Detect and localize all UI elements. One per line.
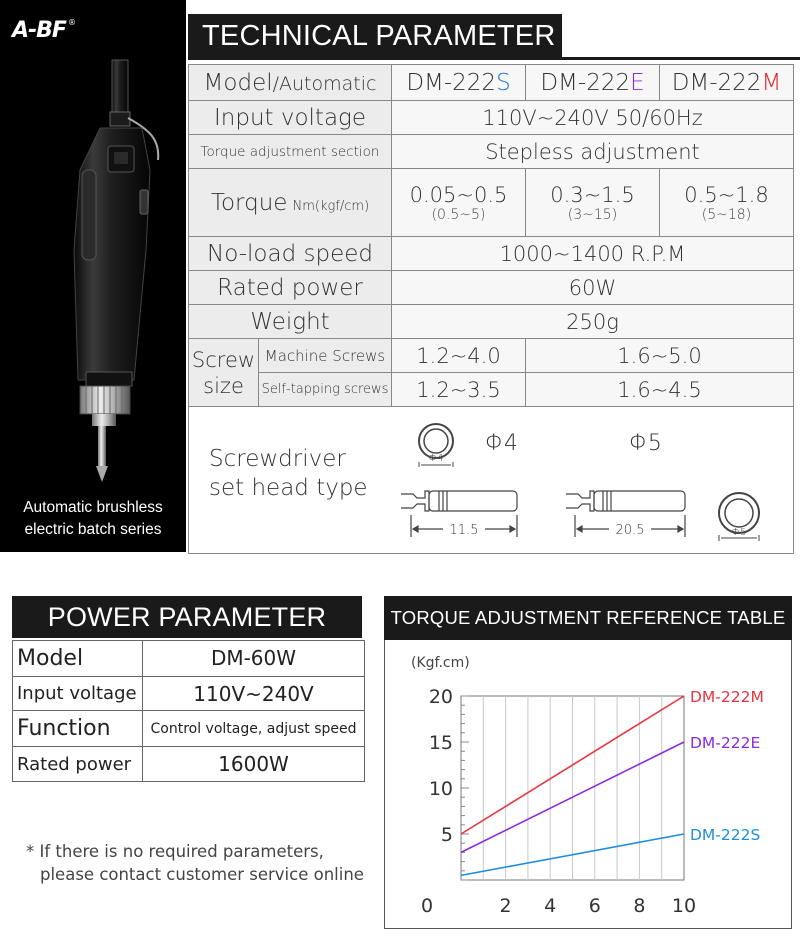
self-tapping-em: 1.6~4.5	[526, 373, 794, 407]
x-tick-label: 6	[588, 895, 601, 917]
torque-e: 0.3~1.5 (3~15)	[526, 169, 660, 237]
torque-section-value: Stepless adjustment	[392, 135, 794, 169]
power-model-value: DM-60W	[143, 641, 365, 677]
power-input-voltage-label: Input voltage	[13, 676, 143, 711]
torque-label: Torque Nm(kgf/cm)	[189, 169, 392, 237]
row-head-type	[189, 407, 794, 554]
brand-logo: A-BF ®	[12, 18, 75, 43]
technical-parameter-table	[188, 64, 794, 554]
chart-legend	[690, 688, 764, 844]
power-row-model	[13, 641, 365, 677]
product-panel	[0, 0, 186, 552]
row-input-voltage	[189, 101, 794, 135]
chart-ticks	[421, 686, 696, 917]
note-line-2: please contact customer service online	[40, 865, 364, 884]
machine-screws-s: 1.2~4.0	[392, 339, 526, 373]
phi4-length: 11.5	[449, 523, 479, 538]
screwdriver-image	[0, 0, 186, 552]
product-caption	[0, 497, 186, 541]
head-type-label: Screwdriver set head type	[209, 446, 368, 501]
power-rated-power-label: Rated power	[13, 747, 143, 782]
x-tick-label: 10	[671, 895, 697, 917]
power-function-label: Function	[13, 711, 143, 747]
contact-note	[26, 840, 376, 886]
row-rated-power	[189, 271, 794, 305]
screw-size-label: Screw size	[189, 339, 259, 407]
power-row-function	[13, 711, 365, 747]
x-tick-label: 8	[633, 895, 646, 917]
x-tick-label: 0	[420, 895, 434, 917]
row-weight	[189, 305, 794, 339]
row-model	[189, 65, 794, 101]
power-rated-power-value: 1600W	[143, 747, 365, 782]
power-model-label: Model	[13, 641, 143, 677]
head-type-cell	[189, 407, 794, 554]
note-line-1: * If there is no required parameters,	[26, 842, 324, 861]
caption-line-2: electric batch series	[24, 521, 162, 538]
torque-s: 0.05~0.5 (0.5~5)	[392, 169, 526, 237]
x-tick-label: 4	[544, 895, 557, 917]
row-noload-speed	[189, 237, 794, 271]
chart-grid	[461, 696, 684, 880]
model-e: DM-222E	[526, 65, 660, 101]
power-row-input-voltage	[13, 676, 365, 711]
legend-label-dm-222s: DM-222S	[690, 826, 761, 844]
input-voltage-value: 110V~240V 50/60Hz	[392, 101, 794, 135]
noload-speed-value: 1000~1400 R.P.M	[392, 237, 794, 271]
phi5-circle-label: Φ5	[731, 527, 747, 538]
phi5-length: 20.5	[615, 523, 645, 538]
noload-speed-label: No-load speed	[189, 237, 392, 271]
legend-label-dm-222e: DM-222E	[690, 734, 761, 752]
weight-value: 250g	[392, 305, 794, 339]
machine-screws-label: Machine Screws	[259, 339, 392, 373]
model-s: DM-222S	[392, 65, 526, 101]
torque-m: 0.5~1.8 (5~18)	[660, 169, 794, 237]
power-function-value: Control voltage, adjust speed	[143, 711, 365, 747]
phi4-title: Φ4	[485, 431, 518, 456]
y-tick-label: 5	[440, 824, 453, 846]
row-self-tapping	[189, 373, 794, 407]
head-type-diagram	[189, 407, 789, 552]
y-axis-unit: (Kgf.cm)	[411, 655, 470, 671]
power-input-voltage-value: 110V~240V	[143, 676, 365, 711]
caption-line-1: Automatic brushless	[23, 499, 163, 516]
x-tick-label: 2	[499, 895, 512, 917]
technical-parameter-title: TECHNICAL PARAMETER	[188, 14, 562, 58]
row-torque	[189, 169, 794, 237]
torque-chart	[385, 640, 791, 928]
power-parameter-table	[12, 640, 365, 782]
torque-section-label: Torque adjustment section	[189, 135, 392, 169]
y-tick-label: 15	[428, 732, 453, 754]
power-parameter-title: POWER PARAMETER TABLE	[12, 596, 362, 638]
row-machine-screws	[189, 339, 794, 373]
title-rule	[188, 57, 800, 60]
y-tick-label: 20	[428, 686, 453, 708]
y-tick-label: 10	[428, 778, 453, 800]
rated-power-value: 60W	[392, 271, 794, 305]
machine-screws-em: 1.6~5.0	[526, 339, 794, 373]
model-m: DM-222M	[660, 65, 794, 101]
model-label: Model/Automatic	[189, 65, 392, 101]
self-tapping-s: 1.2~3.5	[392, 373, 526, 407]
row-torque-section	[189, 135, 794, 169]
power-row-rated-power	[13, 747, 365, 782]
input-voltage-label: Input voltage	[189, 101, 392, 135]
phi5-title: Φ5	[629, 431, 662, 456]
self-tapping-label: Self-tapping screws	[259, 373, 392, 407]
phi4-circle-label: Φ4	[428, 453, 444, 464]
chart-title: TORQUE ADJUSTMENT REFERENCE TABLE	[384, 596, 792, 640]
weight-label: Weight	[189, 305, 392, 339]
rated-power-label: Rated power	[189, 271, 392, 305]
legend-label-dm-222m: DM-222M	[690, 688, 764, 706]
